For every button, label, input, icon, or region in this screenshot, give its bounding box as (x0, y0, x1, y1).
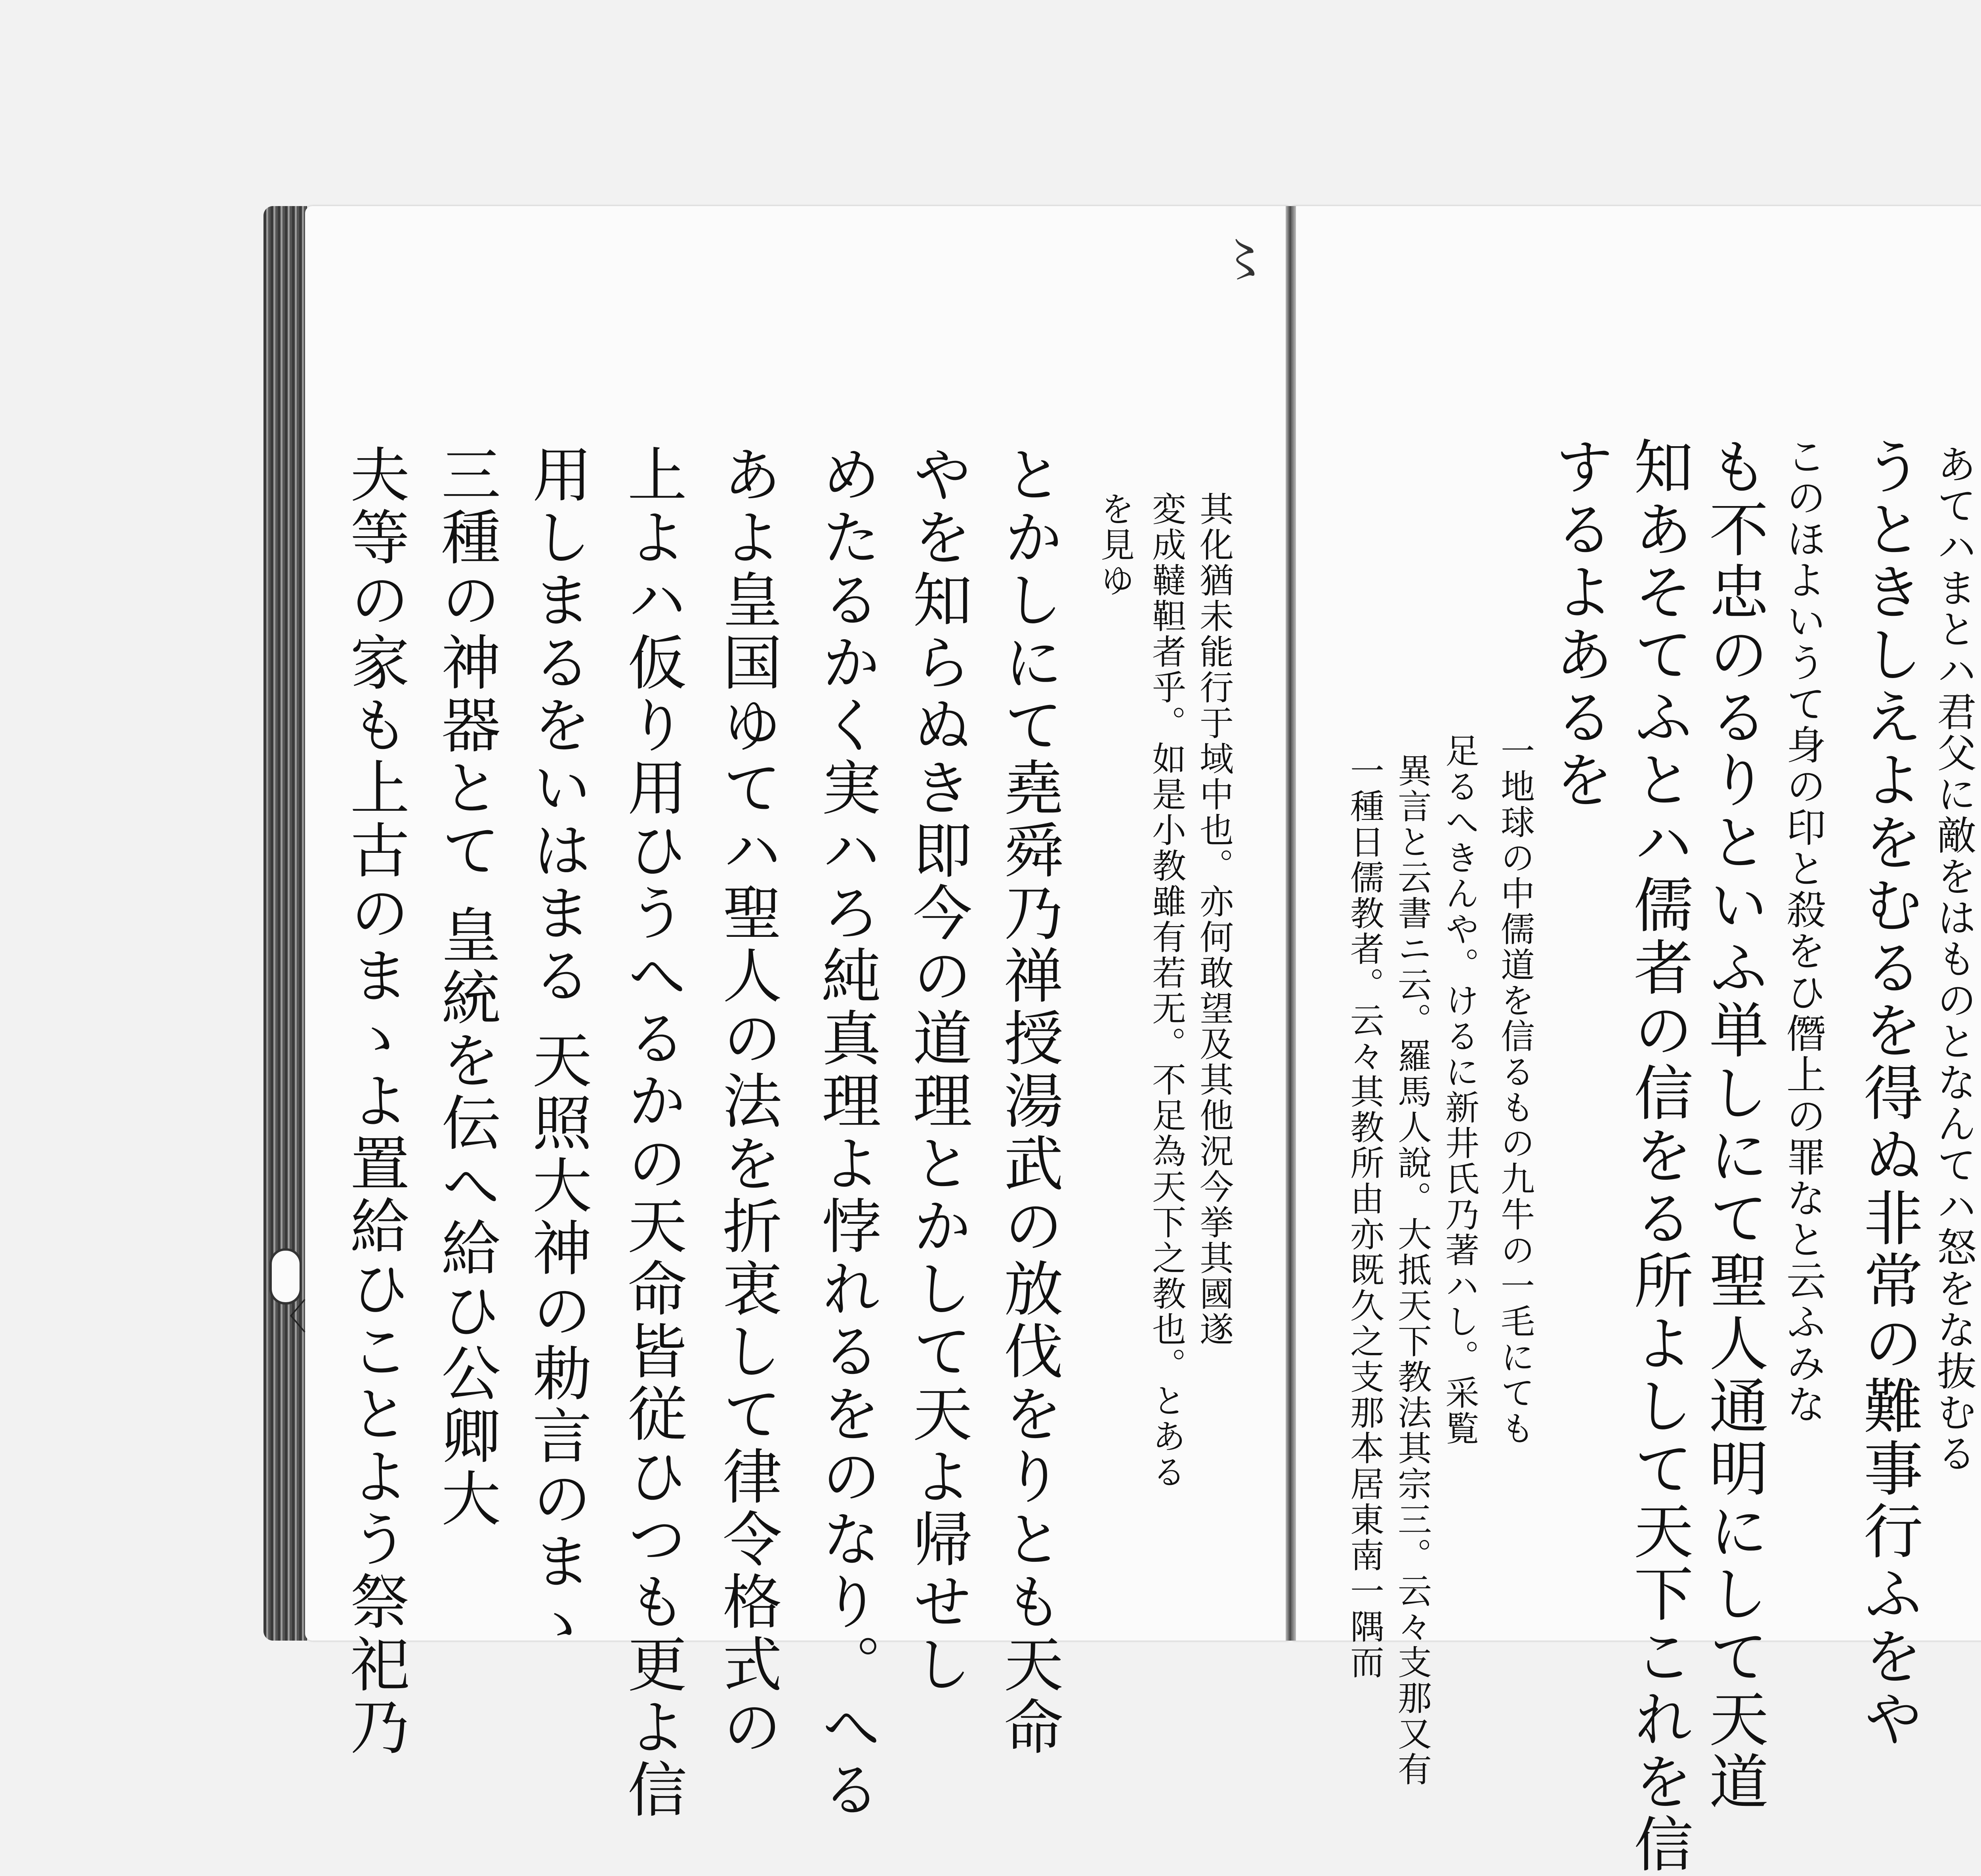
left-page-column: 上よハ仮り用ひうへるかの天命皆従ひつも更よ信 (617, 444, 686, 1821)
left-page-column: 用しまるをいはまる 天照大神の勅言のまゝ (522, 444, 591, 1656)
page-stack-left-edge (263, 206, 307, 1641)
left-page-column: あよ皇国ゆてハ聖人の法を折衷して律令格式の (712, 444, 781, 1759)
right-page-quote-column: 一種日儒教者。云々其教所由亦既久之支那本居東南一隅而 (1344, 753, 1384, 1680)
right-page-note-column: 足るへきんや。けるに新井氏乃著ハし。采覧 (1439, 733, 1479, 1446)
right-page-column: するよあるを (1544, 436, 1613, 812)
book-gutter (1286, 206, 1296, 1641)
left-page-corner-mark: 〻 (1220, 233, 1268, 288)
left-page-column: やを知らぬき即今の道理とかして天よ帰せし (903, 444, 971, 1696)
left-page-quote-column: 変成韃靼者乎。如是小教雖有若无。不足為天下之教也。とある (1146, 491, 1186, 1490)
right-page-column: 知あそてふとハ儒者の信をる所よして天下これを信 (1624, 436, 1693, 1876)
left-page-column: とかしにて堯舜乃禅授湯武の放伐をりとも天命 (994, 444, 1063, 1759)
left-tab-mark: 〈 (271, 1296, 307, 1338)
left-page-quote-column: を見ゆ (1095, 491, 1134, 598)
right-page-quote-column: 異言と云書ニ云。羅馬人說。大抵天下教法其宗三。云々支那又有 (1392, 753, 1431, 1787)
left-page-quote-column: 其化猶未能行于域中也。亦何敢望及其他況今挙其國遂 (1194, 491, 1233, 1347)
left-page-column: 三種の神器とて 皇統を伝へ給ひ公卿大 (431, 444, 500, 1530)
right-page-column: も不忠のるりといふ単しにて聖人通明にして天道 (1699, 436, 1768, 1813)
left-page-column: めたるかく実ハろ純真理よ悖れるをのなり。へる (811, 444, 880, 1821)
right-page-column: うときしえよをむるを得ぬ非常の難事行ふをや (1853, 436, 1922, 1751)
left-page-column: 夫等の家も上古のまゝよ置給ひことよう祭祀乃 (340, 444, 409, 1759)
right-page-note-column: 一地球の中儒道を信るもの九牛の一毛にても (1495, 733, 1534, 1446)
right-page-column: このほよいうて身の印と殺をひ僭上の罪なと云ふみな (1780, 436, 1826, 1425)
right-page-column: あてハまとハ君父に敵をはものとなんてハ怒をな抜むる (1930, 444, 1977, 1474)
